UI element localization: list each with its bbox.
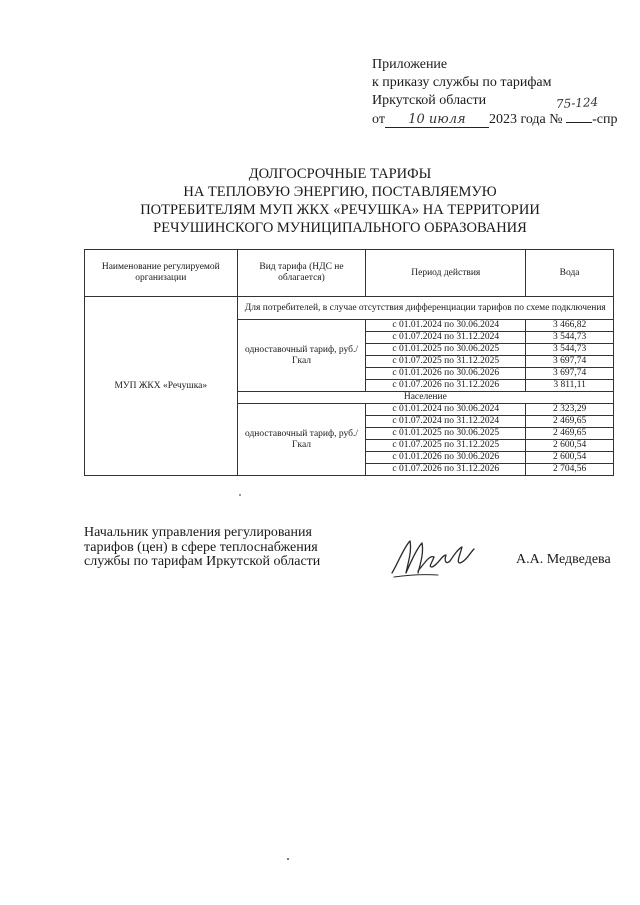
header-kind: Вид тарифа (НДС не облагается) (237, 250, 366, 297)
period-cell: с 01.01.2025 по 30.06.2025 (366, 344, 526, 356)
period-cell: с 01.07.2025 по 31.12.2025 (366, 440, 526, 452)
handwritten-signature-icon (388, 533, 478, 581)
period-cell: с 01.07.2024 по 31.12.2024 (366, 416, 526, 428)
signature-block (84, 526, 320, 570)
table-header-row (85, 250, 614, 297)
period-cell: с 01.07.2025 по 31.12.2025 (366, 356, 526, 368)
appendix-block (372, 56, 618, 129)
water-value-cell: 3 544,73 (526, 344, 614, 356)
organization-cell: МУП ЖКХ «Речушка» (85, 297, 238, 476)
signer-name: А.А. Медведева (516, 552, 611, 567)
water-value-cell: 2 323,29 (526, 404, 614, 416)
period-cell: с 01.01.2024 по 30.06.2024 (366, 404, 526, 416)
header-org: Наименование регулируемой организации (85, 250, 238, 297)
title-line-4: РЕЧУШИНСКОГО МУНИЦИПАЛЬНОГО ОБРАЗОВАНИЯ (153, 220, 527, 236)
title-line-3: ПОТРЕБИТЕЛЯМ МУП ЖКХ «РЕЧУШКА» НА ТЕРРИТОРИИ (140, 202, 540, 218)
signature-title-line-3: службы по тарифам Иркутской области (84, 554, 321, 569)
water-value-cell: 3 811,11 (526, 380, 614, 392)
period-cell: с 01.07.2024 по 31.12.2024 (366, 332, 526, 344)
period-cell: с 01.01.2024 по 30.06.2024 (366, 320, 526, 332)
water-value-cell: 2 469,65 (526, 428, 614, 440)
date-suffix: 2023 года № (488, 112, 563, 127)
tariff-kind-cell: одноставочный тариф, руб./Гкал (237, 404, 366, 476)
table-row (85, 297, 614, 320)
title-line-2: НА ТЕПЛОВУЮ ЭНЕРГИЮ, ПОСТАВЛЯЕМУЮ (183, 184, 497, 200)
order-number-blank (566, 110, 592, 123)
scan-speck (239, 494, 241, 496)
period-cell: с 01.01.2026 по 30.06.2026 (366, 452, 526, 464)
water-value-cell: 3 697,74 (526, 368, 614, 380)
signature-title-line-2: тарифов (цен) в сфере теплоснабжения (84, 539, 318, 555)
signature-title-line-1: Начальник управления регулирования (84, 525, 312, 540)
tariff-kind-cell: одноставочный тариф, руб./Гкал (237, 320, 366, 392)
appendix-date-line (372, 110, 618, 129)
group-label: Население (237, 392, 613, 404)
handwritten-order-number: 75-124 (555, 94, 599, 112)
water-value-cell: 2 704,56 (526, 464, 614, 476)
scan-speck (287, 858, 289, 860)
period-cell: с 01.07.2026 по 31.12.2026 (366, 380, 526, 392)
header-water: Вода (526, 250, 614, 297)
tariff-table (84, 249, 614, 476)
handwritten-date: 10 июля (385, 113, 489, 128)
water-value-cell: 2 469,65 (526, 416, 614, 428)
date-prefix: от (372, 112, 385, 127)
period-cell: с 01.07.2026 по 31.12.2026 (366, 464, 526, 476)
appendix-line-2: к приказу службы по тарифам (372, 75, 552, 90)
appendix-line-1: Приложение (372, 57, 448, 72)
water-value-cell: 2 600,54 (526, 440, 614, 452)
appendix-line-3: Иркутской области (372, 93, 487, 108)
title-line-1: ДОЛГОСРОЧНЫЕ ТАРИФЫ (248, 166, 432, 182)
header-period: Период действия (366, 250, 526, 297)
period-cell: с 01.01.2026 по 30.06.2026 (366, 368, 526, 380)
document-title (60, 165, 620, 237)
water-value-cell: 3 697,74 (526, 356, 614, 368)
water-value-cell: 3 544,73 (526, 332, 614, 344)
group-label: Для потребителей, в случае отсутствия дифференциации тарифов по схеме подключения (237, 297, 613, 320)
number-suffix: -спр (592, 112, 618, 127)
water-value-cell: 2 600,54 (526, 452, 614, 464)
water-value-cell: 3 466,82 (526, 320, 614, 332)
period-cell: с 01.01.2025 по 30.06.2025 (366, 428, 526, 440)
